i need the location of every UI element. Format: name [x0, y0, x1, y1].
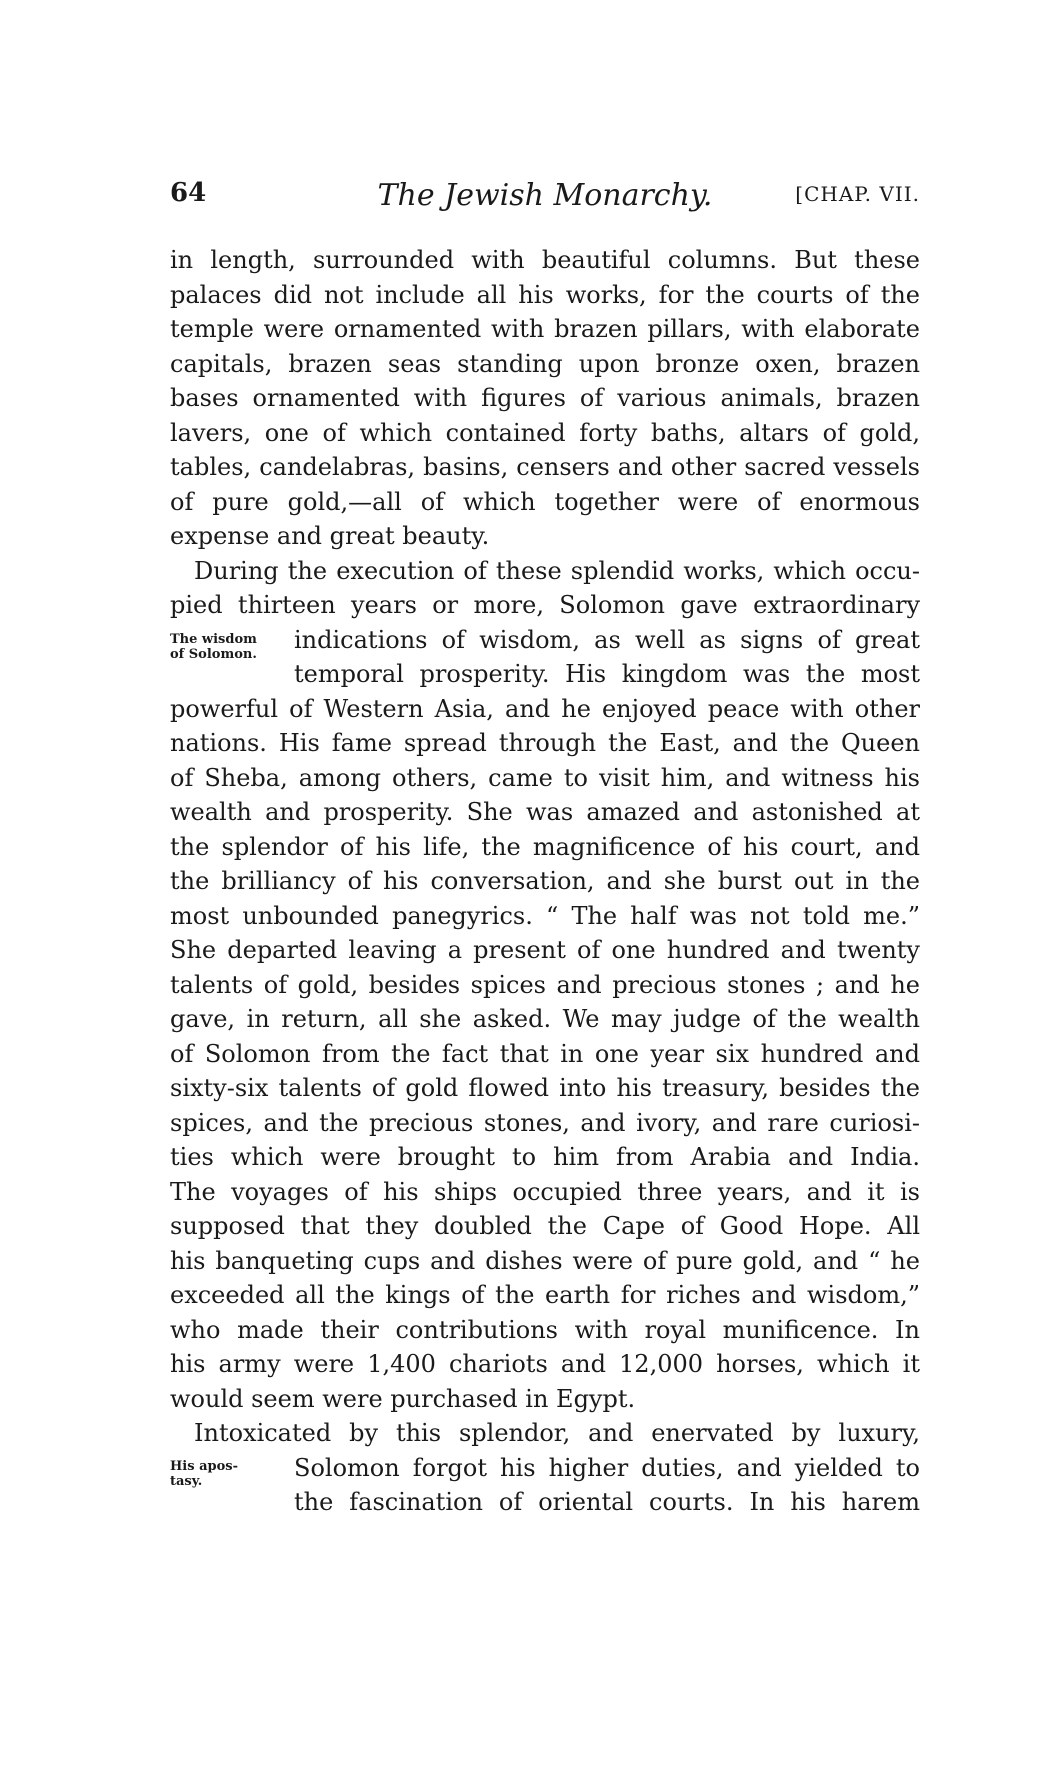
- text-line: temple were ornamented with brazen pillars, with elaborate: [170, 315, 920, 343]
- text-line: powerful of Western Asia, and he enjoyed peace with other: [170, 694, 920, 723]
- text-line: expense and great beauty.: [170, 522, 490, 550]
- text-line: temporal prosperity. His kingdom was the most: [294, 660, 920, 688]
- text-line: Intoxicated by this splendor, and enervated by luxury,: [194, 1419, 920, 1447]
- text-line: talents of gold, besides spices and precious stones ; and he: [170, 970, 920, 999]
- sidenote-line: The wisdom: [170, 632, 257, 647]
- text-line: exceeded all the kings of the earth for riches and wisdom,”: [170, 1281, 920, 1309]
- text-line: wealth and prosperity. She was amazed and astonished at: [170, 798, 920, 826]
- text-line: in length, surrounded with beautiful columns. But these: [170, 246, 920, 274]
- text-line: nations. His fame spread through the East, and the Queen: [170, 729, 920, 757]
- text-line: She departed leaving a present of one hundred and twenty: [170, 936, 920, 964]
- sidenote-line: tasy.: [170, 1474, 203, 1489]
- text-line: who made their contributions with royal munificence. In: [170, 1315, 920, 1344]
- text-line: lavers, one of which contained forty baths, altars of gold,: [170, 418, 920, 447]
- text-line: sixty-six talents of gold flowed into his treasury, besides the: [170, 1074, 920, 1102]
- body-text: [170, 243, 920, 1520]
- text-line: pied thirteen years or more, Solomon gave extraordinary: [170, 591, 920, 619]
- text-line: the fascination of oriental courts. In his harem: [294, 1488, 920, 1516]
- running-title: The Jewish Monarchy.: [377, 178, 713, 213]
- text-line: of pure gold,—all of which together were of enormous: [170, 487, 920, 516]
- text-line: of Solomon from the fact that in one year six hundred and: [170, 1039, 920, 1068]
- sidenote-line: of Solomon.: [170, 647, 257, 662]
- text-line: bases ornamented with figures of various animals, brazen: [170, 384, 920, 412]
- running-header: [170, 178, 920, 218]
- text-line: tables, candelabras, basins, censers and other sacred vessels: [170, 453, 920, 481]
- sidenote-wisdom: [170, 632, 257, 662]
- text-line: most unbounded panegyrics. “ The half was not told me.”: [170, 901, 920, 930]
- text-line: The voyages of his ships occupied three years, and it is: [170, 1177, 920, 1206]
- text-line: capitals, brazen seas standing upon bronze oxen, brazen: [170, 349, 920, 378]
- text-line: During the execution of these splendid works, which occu-: [194, 556, 920, 585]
- text-line: the brilliancy of his conversation, and she burst out in the: [170, 867, 920, 895]
- text-line: spices, and the precious stones, and ivory, and rare curiosi-: [170, 1108, 920, 1137]
- text-line: supposed that they doubled the Cape of Good Hope. All: [170, 1212, 920, 1240]
- page-number: 64: [170, 178, 207, 208]
- text-line: of Sheba, among others, came to visit him, and witness his: [170, 763, 920, 792]
- text-line: his army were 1,400 chariots and 12,000 horses, which it: [170, 1350, 920, 1378]
- text-line: indications of wisdom, as well as signs of great: [294, 625, 920, 654]
- text-line: palaces did not include all his works, for the courts of the: [170, 280, 920, 309]
- text-line: Solomon forgot his higher duties, and yielded to: [294, 1453, 920, 1482]
- sidenote-line: His apos-: [170, 1459, 238, 1474]
- sidenote-apostasy: [170, 1459, 238, 1489]
- text-line: the splendor of his life, the magnificence of his court, and: [170, 832, 920, 861]
- chapter-reference: [CHAP. VII.: [795, 182, 920, 206]
- text-line: would seem were purchased in Egypt.: [170, 1384, 636, 1413]
- text-line: gave, in return, all she asked. We may judge of the wealth: [170, 1005, 920, 1033]
- text-line: his banqueting cups and dishes were of pure gold, and “ he: [170, 1246, 920, 1275]
- text-line: ties which were brought to him from Arabia and India.: [170, 1143, 920, 1171]
